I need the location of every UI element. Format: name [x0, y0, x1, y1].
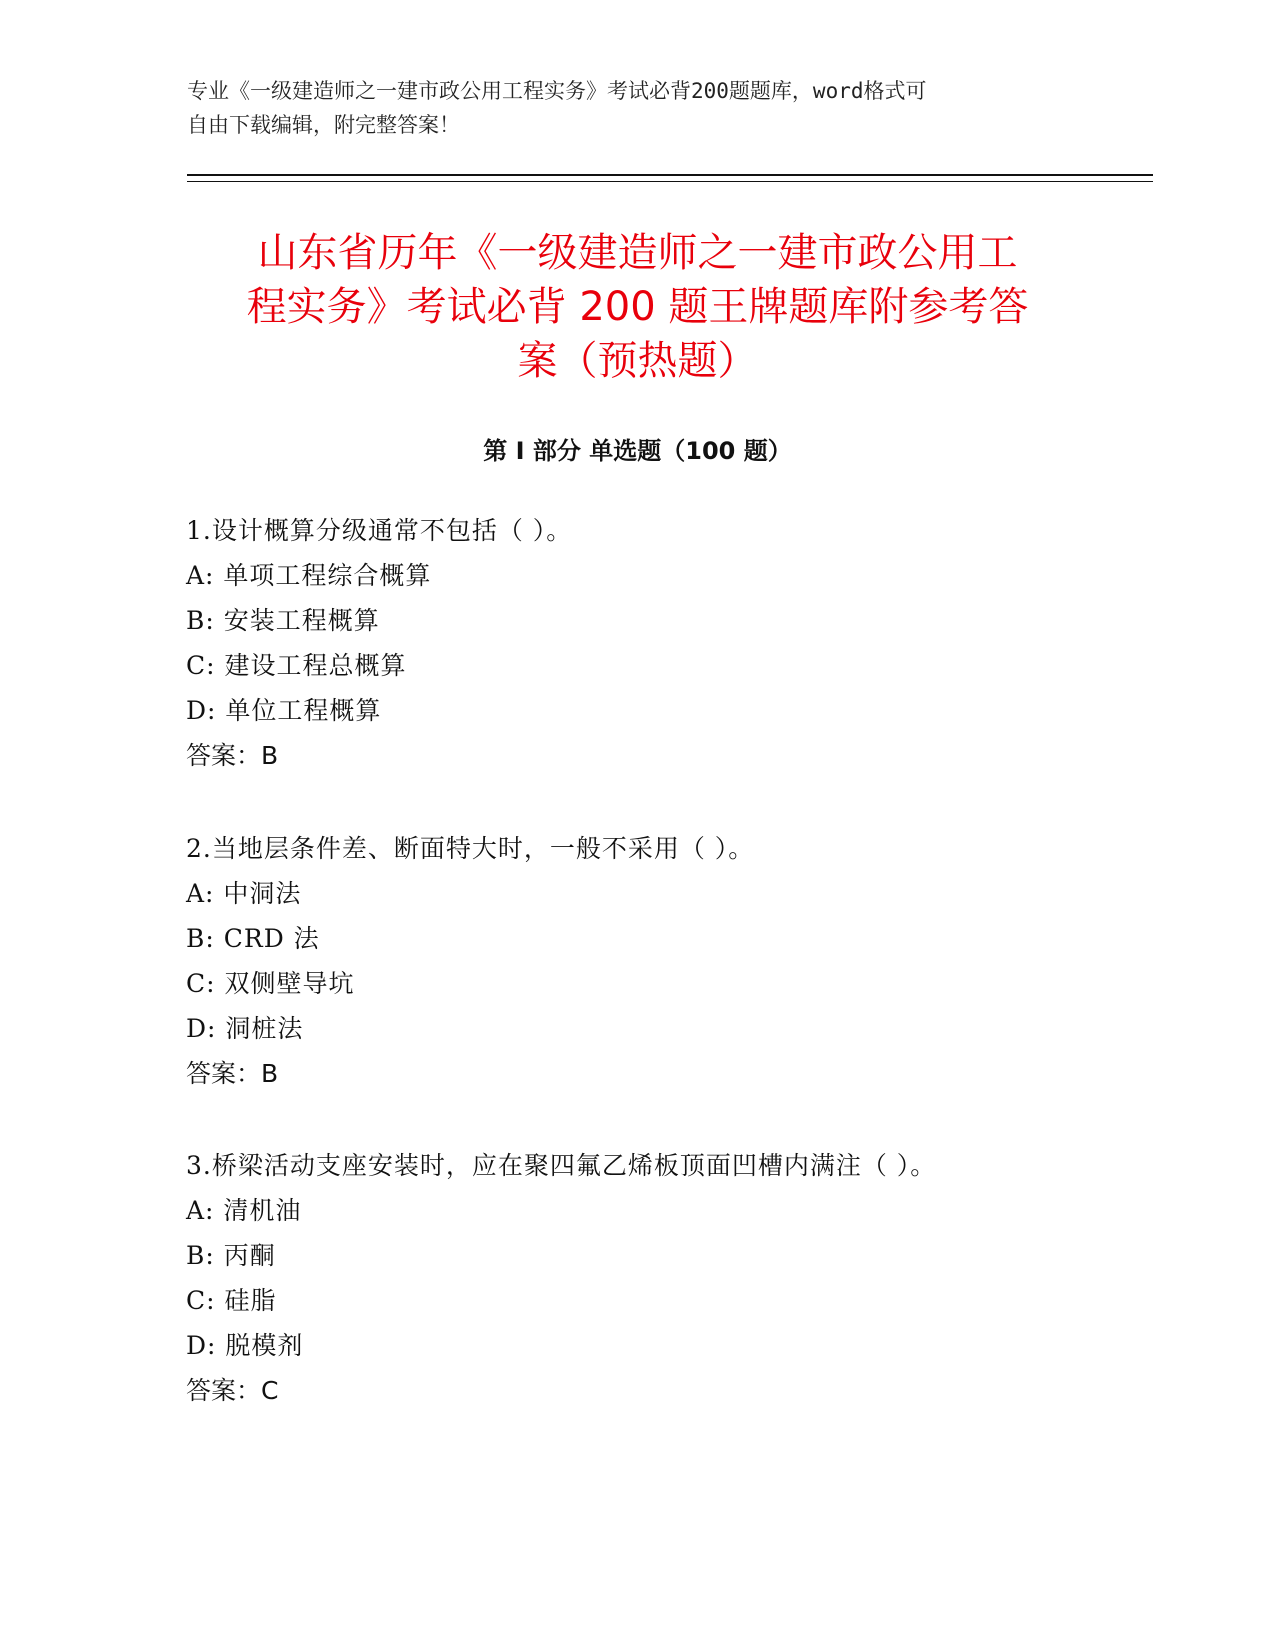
- header-note: [187, 74, 1087, 142]
- document-title-line-2: 程实务》考试必背 200 题王牌题库附参考答: [246, 284, 1029, 330]
- question-stem: 3.桥梁活动支座安装时，应在聚四氟乙烯板顶面凹槽内满注（ ）。: [186, 1151, 937, 1180]
- question-3: [186, 1143, 1086, 1413]
- question-stem: 1.设计概算分级通常不包括（ ）。: [186, 516, 573, 545]
- option-d: D: 洞桩法: [186, 1014, 304, 1043]
- option-d: D: 单位工程概算: [186, 696, 382, 725]
- answer: 答案：B: [186, 741, 279, 770]
- option-b: B: 丙酮: [186, 1241, 276, 1270]
- option-a: A: 单项工程综合概算: [186, 561, 432, 590]
- header-note-line-2: 自由下载编辑，附完整答案！: [187, 113, 460, 137]
- option-b: B: 安装工程概算: [186, 606, 380, 635]
- option-c: C: 双侧壁导坑: [186, 969, 355, 998]
- option-a: A: 清机油: [186, 1196, 302, 1225]
- header-divider-thick: [187, 174, 1153, 176]
- document-title: [160, 226, 1115, 388]
- question-2: [186, 826, 1086, 1096]
- option-b: B: CRD 法: [186, 924, 320, 953]
- document-title-line-1: 山东省历年《一级建造师之一建市政公用工: [257, 230, 1018, 276]
- option-d: D: 脱模剂: [186, 1331, 304, 1360]
- option-a: A: 中洞法: [186, 879, 302, 908]
- section-heading: 第 I 部分 单选题（100 题）: [483, 437, 792, 465]
- answer: 答案：B: [186, 1059, 279, 1088]
- header-note-line-1: 专业《一级建造师之一建市政公用工程实务》考试必背200题题库，word格式可: [187, 79, 927, 103]
- question-1: [186, 508, 1086, 778]
- document-title-line-3: 案（预热题）: [517, 338, 758, 384]
- header-divider-thin: [187, 181, 1153, 182]
- option-c: C: 建设工程总概算: [186, 651, 407, 680]
- answer: 答案：C: [186, 1376, 279, 1405]
- question-stem: 2.当地层条件差、断面特大时，一般不采用（ ）。: [186, 834, 755, 863]
- option-c: C: 硅脂: [186, 1286, 277, 1315]
